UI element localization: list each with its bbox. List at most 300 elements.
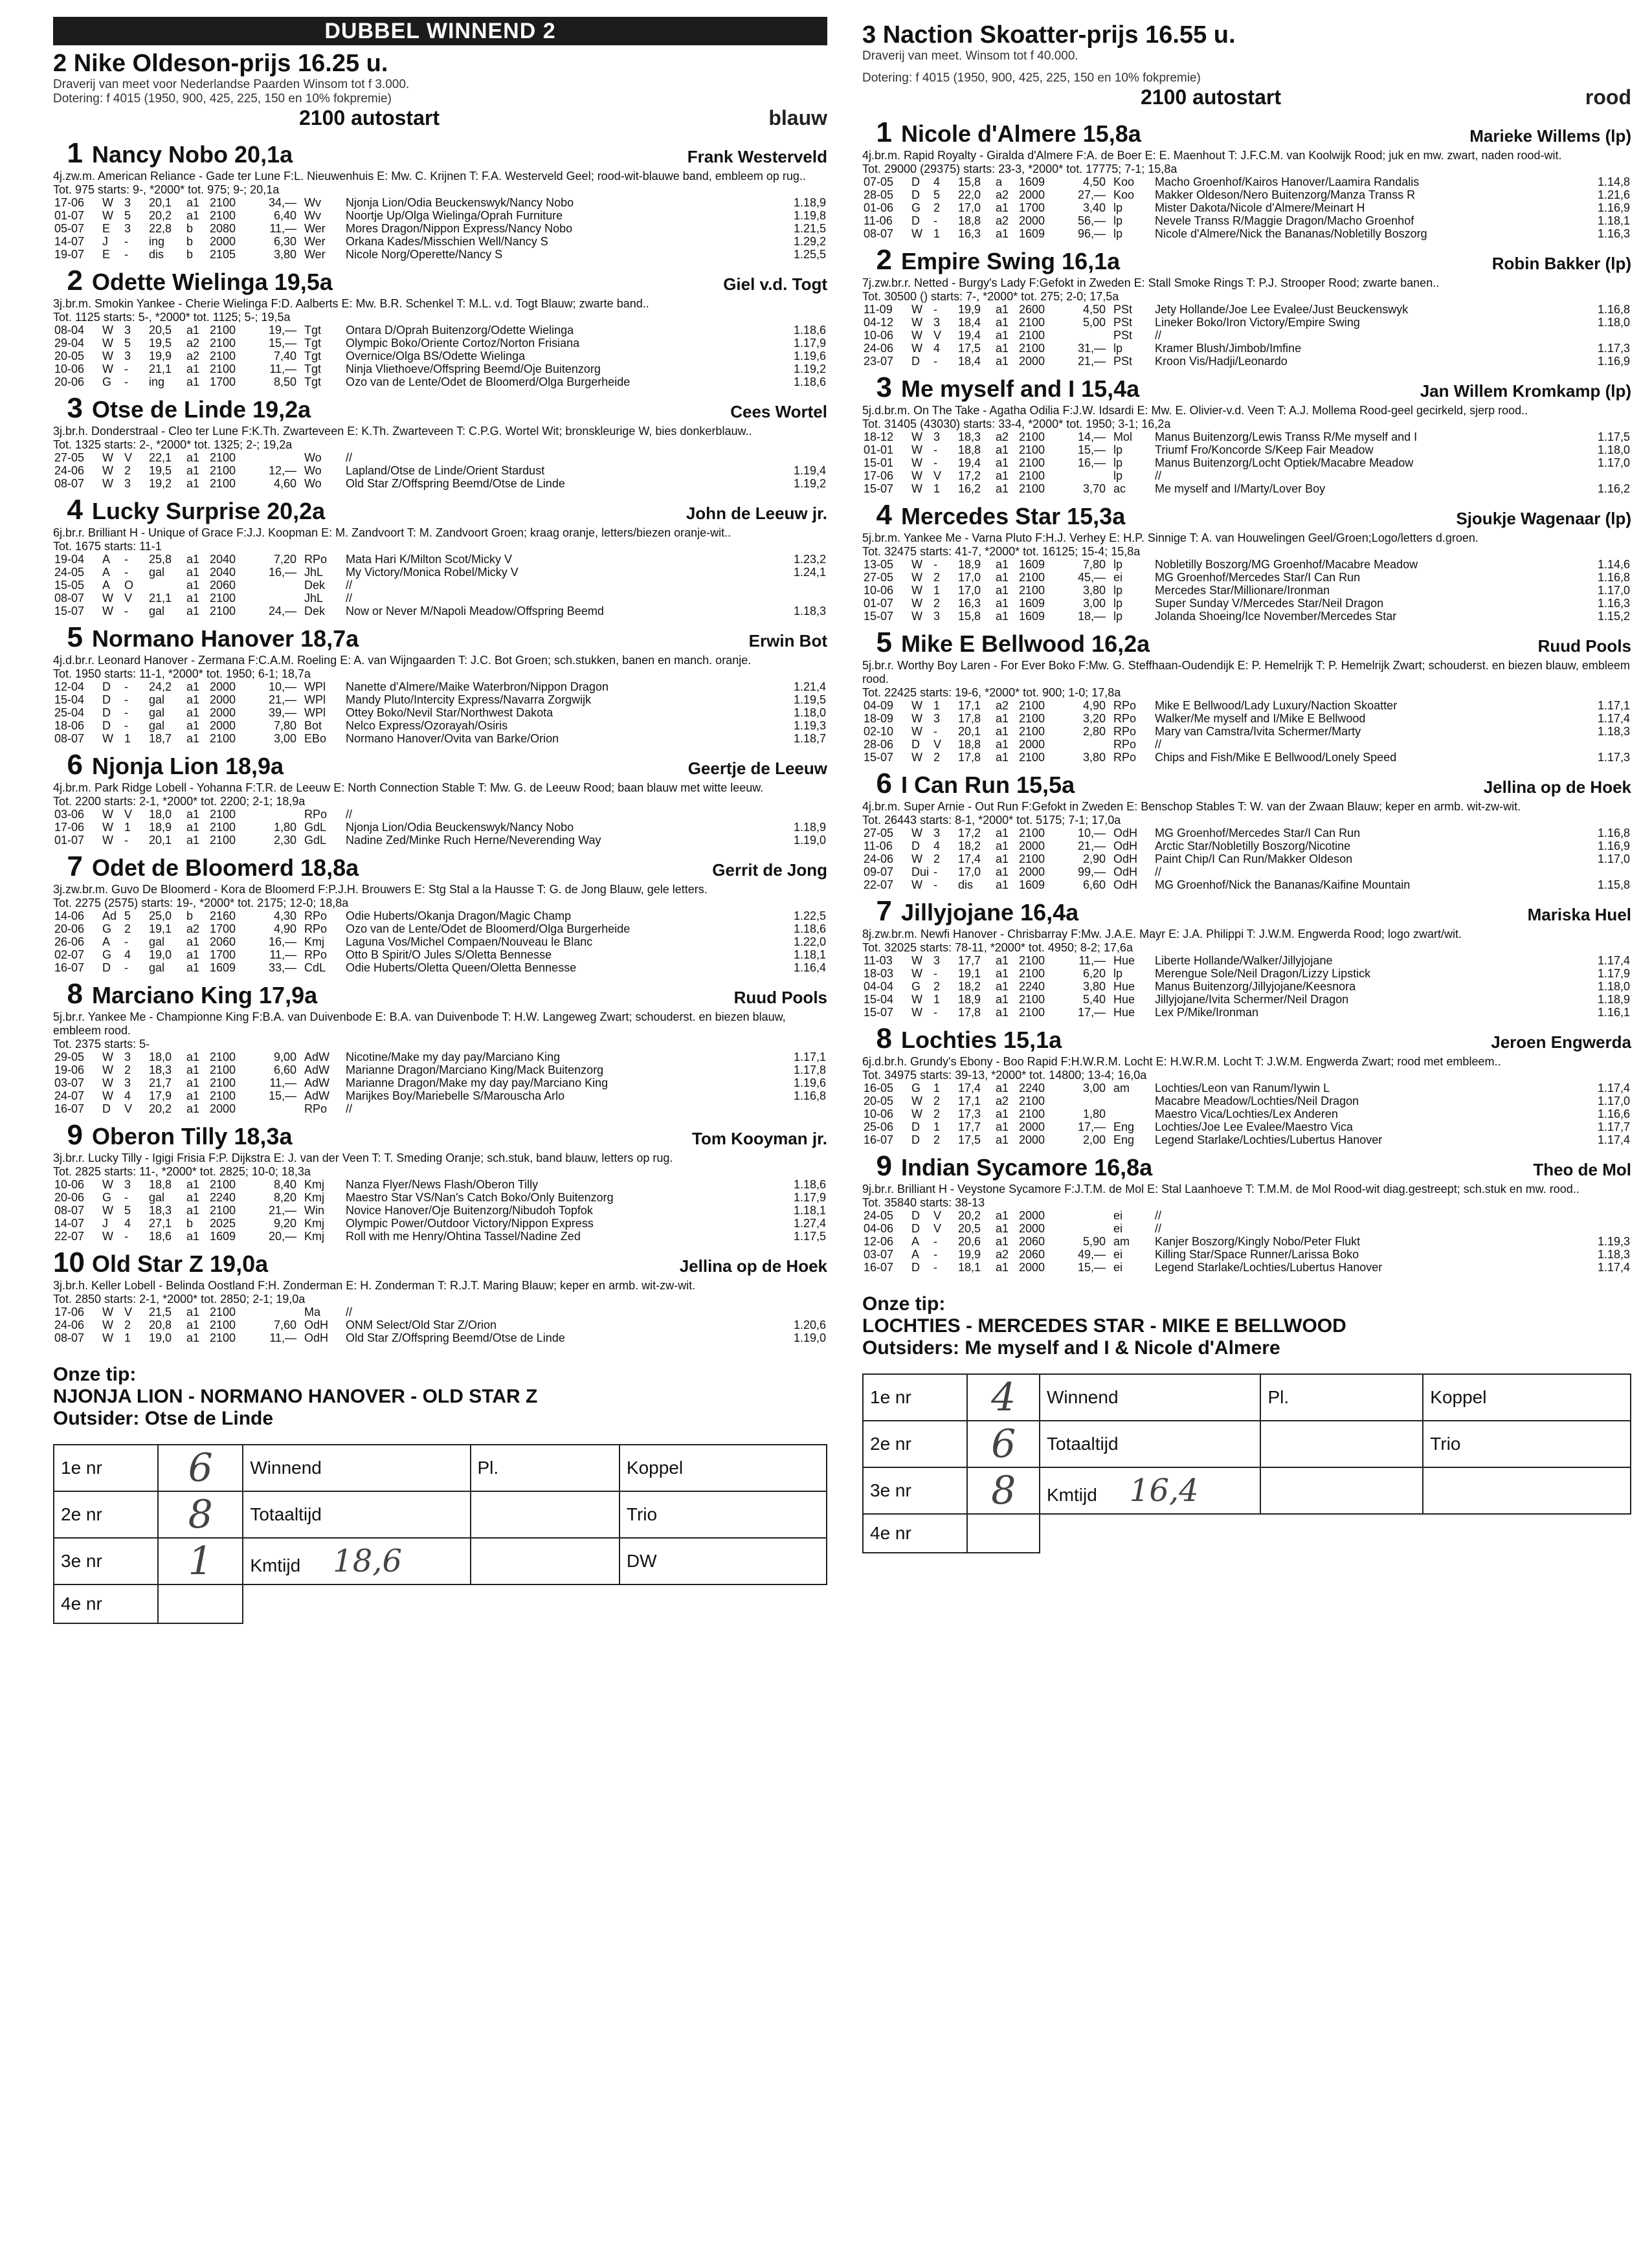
horse-number: 5 <box>876 627 892 658</box>
table-cell: - <box>933 878 937 891</box>
table-cell: G <box>102 375 112 388</box>
horse-pedigree: 3j.br.h. Keller Lobell - Belinda Oostland F:H. Zonderman E: H. Zonderman T: R.J.T. Maring Blauw; keper en armb. wit-zw-wit. <box>53 1279 696 1292</box>
horse-number: 2 <box>876 244 892 276</box>
horse-name: Lucky Surprise 20,2a <box>92 498 326 524</box>
table-cell: 15,— <box>1077 443 1106 456</box>
table-cell: 18,— <box>1077 610 1106 623</box>
table-cell: Mary van Camstra/Ivita Schermer/Marty <box>1155 725 1361 738</box>
table-cell: Otto B Spirit/O Jules S/Oletta Bennesse <box>346 948 552 961</box>
table-cell: Lex P/Mike/Ironman <box>1155 1006 1259 1019</box>
table-cell: W <box>911 751 922 764</box>
horse-totals: Tot. 32475 starts: 41-7, *2000* tot. 16125; 15-4; 15,8a <box>862 545 1141 558</box>
table-cell: 1.17,9 <box>793 1191 826 1204</box>
table-cell: Paint Chip/I Can Run/Makker Oldeson <box>1155 852 1353 865</box>
table-cell: 3 <box>933 316 941 329</box>
performance-table <box>862 699 1631 764</box>
table-cell: 19,4 <box>958 456 981 469</box>
table-cell: Nevele Transs R/Maggie Dragon/Macho Groenhof <box>1155 214 1414 227</box>
table-cell: 20,1 <box>958 725 981 738</box>
table-cell: a1 <box>186 362 200 375</box>
table-cell: a1 <box>186 464 200 477</box>
table-cell: 1.20,6 <box>793 1318 826 1331</box>
table-cell: // <box>346 579 353 592</box>
table-cell: Dek <box>304 605 326 617</box>
table-cell <box>773 1306 827 1318</box>
table-row <box>53 680 827 693</box>
table-cell: 1609 <box>1019 878 1045 891</box>
table-cell: GdL <box>304 821 327 834</box>
table-cell: D <box>911 175 920 188</box>
bet-handwritten-number[interactable] <box>967 1374 1040 1421</box>
table-cell: 2000 <box>1019 1120 1045 1133</box>
table-cell: 1.19,8 <box>793 209 826 222</box>
table-cell: Killing Star/Space Runner/Larissa Boko <box>1155 1248 1359 1261</box>
handwritten-number: 8 <box>188 1492 213 1537</box>
bet-type: Totaaltijd <box>243 1491 470 1538</box>
horse-header <box>53 494 827 526</box>
table-cell: 18,3 <box>149 1063 172 1076</box>
table-cell: a1 <box>996 852 1009 865</box>
table-cell: Maestro Vica/Lochties/Lex Anderen <box>1155 1107 1338 1120</box>
table-row <box>53 477 827 490</box>
table-cell: 27,— <box>1077 188 1106 201</box>
table-cell: Nicole Norg/Operette/Nancy S <box>346 248 503 261</box>
table-cell: RPo <box>304 808 328 821</box>
horse-driver: Jellina op de Hoek <box>1483 777 1631 797</box>
table-cell: 14-07 <box>54 235 85 248</box>
table-cell: 2100 <box>210 1089 236 1102</box>
table-cell: 4 <box>124 1217 131 1230</box>
table-cell: 56,— <box>1077 214 1106 227</box>
bet-type[interactable] <box>1040 1467 1260 1514</box>
table-cell: MG Groenhof/Mercedes Star/I Can Run <box>1155 827 1361 839</box>
horse-pedigree: 4j.zw.m. American Reliance - Gade ter Lune F:L. Nieuwenhuis E: Mw. C. Krijnen T: F.A. Westerveld Geel; rood-wit-blauwe band, embleem op rug.. <box>53 170 806 183</box>
table-cell: a1 <box>996 993 1009 1006</box>
horse-driver: Mariska Huel <box>1527 905 1631 924</box>
table-cell: 21,— <box>1077 839 1106 852</box>
bet-handwritten-number[interactable] <box>158 1538 243 1584</box>
table-cell: 01-06 <box>864 201 894 214</box>
table-cell: D <box>911 188 920 201</box>
table-cell: 7,80 <box>1082 558 1106 571</box>
table-cell: 2 <box>933 980 941 993</box>
table-cell: 5,90 <box>1082 1235 1106 1248</box>
table-cell: 2000 <box>210 235 236 248</box>
table-cell: a1 <box>186 961 200 974</box>
table-cell: a1 <box>186 605 200 617</box>
table-cell: 15-01 <box>864 456 894 469</box>
table-cell <box>1059 1209 1107 1222</box>
table-cell <box>250 1102 298 1115</box>
table-cell: W <box>102 821 113 834</box>
table-cell: b <box>186 222 194 235</box>
table-cell: Manus Buitenzorg/Locht Optiek/Macabre Meadow <box>1155 456 1414 469</box>
bet-type: Winnend <box>1040 1374 1260 1421</box>
table-cell: 1700 <box>210 948 236 961</box>
table-cell <box>1577 1222 1631 1235</box>
table-cell: lp <box>1113 597 1123 610</box>
table-cell: 2100 <box>1019 329 1045 342</box>
horse-entry <box>53 978 827 1115</box>
table-row <box>53 1178 827 1191</box>
table-cell: 1609 <box>210 1230 236 1243</box>
table-row <box>862 571 1631 584</box>
table-cell: 1.18,3 <box>1597 1248 1630 1261</box>
horse-name: Odet de Bloomerd 18,8a <box>92 854 359 881</box>
table-cell: 2,90 <box>1082 852 1106 865</box>
horse-totals: Tot. 2825 starts: 11-, *2000* tot. 2825; 10-0; 18,3a <box>53 1165 311 1178</box>
table-cell <box>1059 469 1107 482</box>
table-cell: 07-05 <box>864 175 894 188</box>
table-cell: 2100 <box>210 605 236 617</box>
table-cell: O <box>124 579 134 592</box>
table-cell: Makker Oldeson/Nero Buitenzorg/Manza Transs R <box>1155 188 1416 201</box>
horse-totals: Tot. 31405 (43030) starts: 33-4, *2000* tot. 1950; 3-1; 16,2a <box>862 417 1171 430</box>
race-title: 2 Nike Oldeson-prijs 16.25 u. <box>53 50 388 77</box>
horse-header <box>862 499 1631 531</box>
horse-pedigree: 4j.br.m. Super Arnie - Out Run F:Gefokt in Zweden E: Benschop Stables T: W. van der Zwaan Blauw; keper en armb. wit-zw-wit. <box>862 800 1521 813</box>
table-cell: 3,80 <box>1082 584 1106 597</box>
table-cell: a1 <box>996 1082 1009 1095</box>
table-cell: 24,2 <box>149 680 172 693</box>
table-cell: RPo <box>304 909 328 922</box>
table-cell: a1 <box>186 680 200 693</box>
table-cell: 2060 <box>1019 1248 1045 1261</box>
table-cell: lp <box>1113 469 1123 482</box>
table-cell: a1 <box>996 980 1009 993</box>
table-cell: 22,1 <box>149 451 172 464</box>
table-cell: 2,30 <box>273 834 296 847</box>
table-cell <box>773 1102 827 1115</box>
table-cell: RPo <box>1113 751 1137 764</box>
table-cell: a <box>996 175 1003 188</box>
horse-entry <box>53 1247 827 1344</box>
bet-cell[interactable] <box>158 1584 243 1623</box>
table-cell: 08-07 <box>54 477 85 490</box>
table-cell: OdH <box>1113 827 1138 839</box>
table-cell: 2000 <box>210 1102 236 1115</box>
table-cell: 03-06 <box>54 808 85 821</box>
table-cell: 2100 <box>1019 852 1045 865</box>
race-conditions: Draverij van meet. Winsom tot f 40.000. <box>862 49 1078 63</box>
table-cell: lp <box>1113 201 1123 214</box>
table-cell: - <box>933 1235 937 1248</box>
table-cell: 21,1 <box>149 592 172 605</box>
table-row <box>862 980 1631 993</box>
table-cell: a1 <box>186 1051 200 1063</box>
table-cell: 12-06 <box>864 1235 894 1248</box>
table-cell: a1 <box>186 1191 200 1204</box>
horse-driver: Erwin Bot <box>748 631 827 650</box>
table-cell: 2000 <box>210 693 236 706</box>
table-cell: RPo <box>304 1102 328 1115</box>
table-cell: 17,7 <box>958 954 981 967</box>
table-cell: W <box>911 712 922 725</box>
tip-line: NJONJA LION - NORMANO HANOVER - OLD STAR Z <box>53 1386 538 1407</box>
horse-totals: Tot. 2200 starts: 2-1, *2000* tot. 2200; 2-1; 18,9a <box>53 795 306 808</box>
horse-pedigree: 3j.br.h. Donderstraal - Cleo ter Lune F:K.Th. Zwarteveen E: K.Th. Zwarteveen T: C.P.G. Wortel Wit; bronskleurige W, bies donkerblauw.. <box>53 425 752 438</box>
table-cell: Kanjer Boszorg/Kingly Nobo/Peter Flukt <box>1155 1235 1361 1248</box>
bet-pos: 1e nr <box>54 1445 158 1491</box>
horse-number: 7 <box>876 895 892 927</box>
table-cell: lp <box>1113 584 1123 597</box>
table-cell: 3,80 <box>1082 751 1106 764</box>
handwritten-number: 6 <box>991 1421 1016 1467</box>
performance-table <box>53 909 827 974</box>
table-cell <box>773 592 827 605</box>
table-cell: 1.16,9 <box>1597 839 1630 852</box>
table-cell: b <box>186 1217 194 1230</box>
table-row <box>53 324 827 337</box>
table-cell: 03-07 <box>864 1248 894 1261</box>
table-cell: W <box>911 558 922 571</box>
table-row <box>53 719 827 732</box>
horse-totals: Tot. 22425 starts: 19-6, *2000* tot. 900; 1-0; 17,8a <box>862 686 1121 699</box>
table-row <box>53 706 827 719</box>
table-cell: a1 <box>996 865 1009 878</box>
table-row <box>862 355 1631 368</box>
table-row <box>862 584 1631 597</box>
table-cell: 4 <box>933 175 941 188</box>
table-cell: 17-06 <box>54 196 85 209</box>
bet-type: DW <box>620 1538 827 1584</box>
horse-number: 7 <box>67 850 83 882</box>
table-row <box>862 993 1631 1006</box>
table-cell: 2100 <box>1019 954 1045 967</box>
bet-type <box>1260 1467 1423 1514</box>
table-cell: a1 <box>186 553 200 566</box>
table-cell: Jolanda Shoeing/Ice November/Mercedes Star <box>1155 610 1397 623</box>
table-cell: 1.19,3 <box>1597 1235 1630 1248</box>
table-cell: 2 <box>933 751 941 764</box>
table-cell: Wer <box>304 222 326 235</box>
bet-row <box>863 1514 1631 1553</box>
table-cell: W <box>102 1204 113 1217</box>
table-row <box>862 878 1631 891</box>
table-row <box>53 1331 827 1344</box>
table-cell: W <box>911 725 922 738</box>
horse-title <box>53 1247 268 1279</box>
table-cell: 3 <box>933 430 941 443</box>
table-cell: 16,— <box>268 566 296 579</box>
table-cell: D <box>911 1222 920 1235</box>
table-cell: Ozo van de Lente/Odet de Bloomerd/Olga Burgerheide <box>346 922 631 935</box>
table-cell <box>1577 738 1631 751</box>
table-cell: 3 <box>124 1051 131 1063</box>
table-row <box>862 1095 1631 1107</box>
table-cell: W <box>911 469 922 482</box>
table-cell: - <box>124 1191 128 1204</box>
bet-handwritten-number[interactable] <box>967 1421 1040 1467</box>
table-row <box>53 222 827 235</box>
table-row <box>862 597 1631 610</box>
table-row <box>862 342 1631 355</box>
table-cell: W <box>102 477 113 490</box>
bet-type-label: Kmtijd <box>1047 1485 1097 1505</box>
table-cell: ei <box>1113 1261 1123 1274</box>
table-cell: 2100 <box>1019 967 1045 980</box>
table-cell: a1 <box>186 834 200 847</box>
table-cell: Tgt <box>304 350 322 362</box>
table-cell: 2100 <box>1019 1107 1045 1120</box>
table-cell: Ontara D/Oprah Buitenzorg/Odette Wielinga <box>346 324 574 337</box>
table-cell: 1.18,9 <box>1597 993 1630 1006</box>
table-cell: a1 <box>996 1261 1009 1274</box>
table-cell: Hue <box>1113 980 1135 993</box>
table-cell: 17,8 <box>958 1006 981 1019</box>
table-cell: 16-07 <box>54 961 85 974</box>
table-cell: 2000 <box>1019 1133 1045 1146</box>
table-cell: 1.16,4 <box>793 961 826 974</box>
table-cell: 08-04 <box>54 324 85 337</box>
horse-pedigree: 3j.zw.br.m. Guvo De Bloomerd - Kora de Bloomerd F:P.J.H. Brouwers E: Stg Stal a la Hausse T: G. de Jong Blauw, gele letters. <box>53 883 708 896</box>
table-cell: 1.19,6 <box>793 350 826 362</box>
table-cell: 17,2 <box>958 827 981 839</box>
table-cell: 1.21,4 <box>793 680 826 693</box>
horse-entry <box>53 1119 827 1243</box>
table-cell: 15-07 <box>864 610 894 623</box>
table-row <box>53 553 827 566</box>
table-cell: W <box>911 993 922 1006</box>
table-cell <box>1059 329 1107 342</box>
table-row <box>862 558 1631 571</box>
tip-label: Onze tip: <box>53 1364 137 1385</box>
table-cell: Lapland/Otse de Linde/Orient Stardust <box>346 464 545 477</box>
table-cell: 5 <box>124 337 131 350</box>
table-cell: 2025 <box>210 1217 236 1230</box>
table-row <box>53 248 827 261</box>
bet-handwritten-number[interactable] <box>158 1491 243 1538</box>
table-cell: 1 <box>933 1082 941 1095</box>
table-cell: 16,2 <box>958 482 981 495</box>
table-cell: a1 <box>186 732 200 745</box>
horse-header <box>53 978 827 1010</box>
table-cell: Macabre Meadow/Lochties/Neil Dragon <box>1155 1095 1359 1107</box>
table-cell: 5 <box>933 188 941 201</box>
table-cell: 17,0 <box>958 571 981 584</box>
bet-cell[interactable] <box>967 1514 1040 1553</box>
tip-outsider: Outsiders: Me myself and I & Nicole d'Almere <box>862 1337 1280 1359</box>
table-cell: Novice Hanover/Oje Buitenzorg/Nibudoh Topfok <box>346 1204 593 1217</box>
table-cell: Now or Never M/Napoli Meadow/Offspring Beemd <box>346 605 604 617</box>
performance-table <box>53 196 827 261</box>
table-cell: 2 <box>933 597 941 610</box>
table-cell: 2100 <box>210 464 236 477</box>
table-cell: V <box>124 808 133 821</box>
table-cell: 22-07 <box>864 878 894 891</box>
table-cell: 3 <box>933 610 941 623</box>
horse-number: 6 <box>876 768 892 799</box>
table-cell: - <box>124 961 128 974</box>
table-cell: 12-04 <box>54 680 85 693</box>
table-cell <box>773 808 827 821</box>
bet-type <box>1260 1421 1423 1467</box>
horse-title <box>862 244 1120 276</box>
table-cell: W <box>911 1107 922 1120</box>
table-cell: 1.16,6 <box>1597 1107 1630 1120</box>
table-cell <box>250 808 298 821</box>
horse-pedigree: 5j.d.br.m. On The Take - Agatha Odilia F:J.W. Idsardi E: Mw. E. Olivier-v.d. Veen T: A.J. Mollema Rood-geel gecirkeld, sjerp rood.. <box>862 404 1528 417</box>
race-color: rood <box>1585 85 1631 109</box>
race-prize: Dotering: f 4015 (1950, 900, 425, 225, 150 en 10% fokpremie) <box>53 92 392 106</box>
bet-type[interactable] <box>243 1538 470 1584</box>
horse-totals: Tot. 32025 starts: 78-11, *2000* tot. 4950; 8-2; 17,6a <box>862 941 1133 954</box>
table-cell: 2100 <box>210 337 236 350</box>
horse-driver: Ruud Pools <box>1537 636 1631 656</box>
table-cell: 1.16,8 <box>1597 571 1630 584</box>
table-cell: 15,— <box>268 1089 296 1102</box>
table-cell: 11,— <box>269 948 296 961</box>
table-row <box>53 1191 827 1204</box>
table-cell: 19-06 <box>54 1063 85 1076</box>
table-cell: 2080 <box>210 222 236 235</box>
horse-driver: Giel v.d. Togt <box>723 274 827 294</box>
bet-handwritten-number[interactable] <box>967 1467 1040 1514</box>
table-cell: 24-05 <box>54 566 85 579</box>
table-cell: 2100 <box>210 1076 236 1089</box>
table-cell: gal <box>149 605 165 617</box>
table-cell <box>1059 1222 1107 1235</box>
table-row <box>862 188 1631 201</box>
bet-type-label: Kmtijd <box>250 1555 301 1575</box>
table-cell: 2100 <box>210 196 236 209</box>
table-cell: 16-07 <box>864 1261 894 1274</box>
table-cell: W <box>911 342 922 355</box>
table-cell: 15-04 <box>54 693 85 706</box>
table-cell: Njonja Lion/Odia Beuckenswyk/Nancy Nobo <box>346 196 574 209</box>
table-cell: 2040 <box>210 566 236 579</box>
table-cell: 2 <box>933 1133 941 1146</box>
table-cell: lp <box>1113 967 1123 980</box>
table-cell: 20-06 <box>54 922 85 935</box>
table-cell: a1 <box>996 725 1009 738</box>
bet-handwritten-number[interactable] <box>158 1445 243 1491</box>
table-cell: - <box>124 375 128 388</box>
horse-title <box>862 499 1125 531</box>
table-cell: RPo <box>1113 738 1137 751</box>
table-cell: 1 <box>124 732 131 745</box>
table-cell: 15,8 <box>958 610 981 623</box>
table-cell: E <box>102 222 111 235</box>
table-cell: a1 <box>996 839 1009 852</box>
table-cell: 2100 <box>1019 482 1045 495</box>
horse-entry <box>53 850 827 974</box>
table-cell: ei <box>1113 1222 1123 1235</box>
race-prize: Dotering: f 4015 (1950, 900, 425, 225, 150 en 10% fokpremie) <box>862 71 1201 85</box>
horse-totals: Tot. 2275 (2575) starts: 19-, *2000* tot. 2175; 12-0; 18,8a <box>53 896 349 909</box>
table-cell: a1 <box>996 1133 1009 1146</box>
horse-pedigree: 5j.br.r. Worthy Boy Laren - For Ever Boko F:Mw. G. Steffhaan-Oudendijk E: P. Hemelrijk T: P. Hemelrijk Zwart; schouderst. en biezen blauw, embleem rood. <box>862 659 1630 685</box>
table-cell: 01-01 <box>864 443 894 456</box>
table-cell: 4,50 <box>1082 175 1106 188</box>
horse-number: 9 <box>67 1119 83 1151</box>
table-cell: 20,1 <box>149 834 172 847</box>
table-cell: Nelco Express/Ozorayah/Osiris <box>346 719 508 732</box>
table-cell: a1 <box>186 719 200 732</box>
table-cell: gal <box>149 566 165 579</box>
table-cell: My Victory/Monica Robel/Micky V <box>346 566 519 579</box>
table-cell: W <box>911 584 922 597</box>
table-row <box>862 967 1631 980</box>
table-cell: 2100 <box>210 1063 236 1076</box>
table-cell: Njonja Lion/Odia Beuckenswyk/Nancy Nobo <box>346 821 574 834</box>
table-row <box>862 175 1631 188</box>
table-cell: Wer <box>304 235 326 248</box>
table-cell: a1 <box>186 477 200 490</box>
table-cell: 11-06 <box>864 839 893 852</box>
table-cell: 4 <box>933 839 941 852</box>
table-cell: 1.16,2 <box>1597 482 1630 495</box>
